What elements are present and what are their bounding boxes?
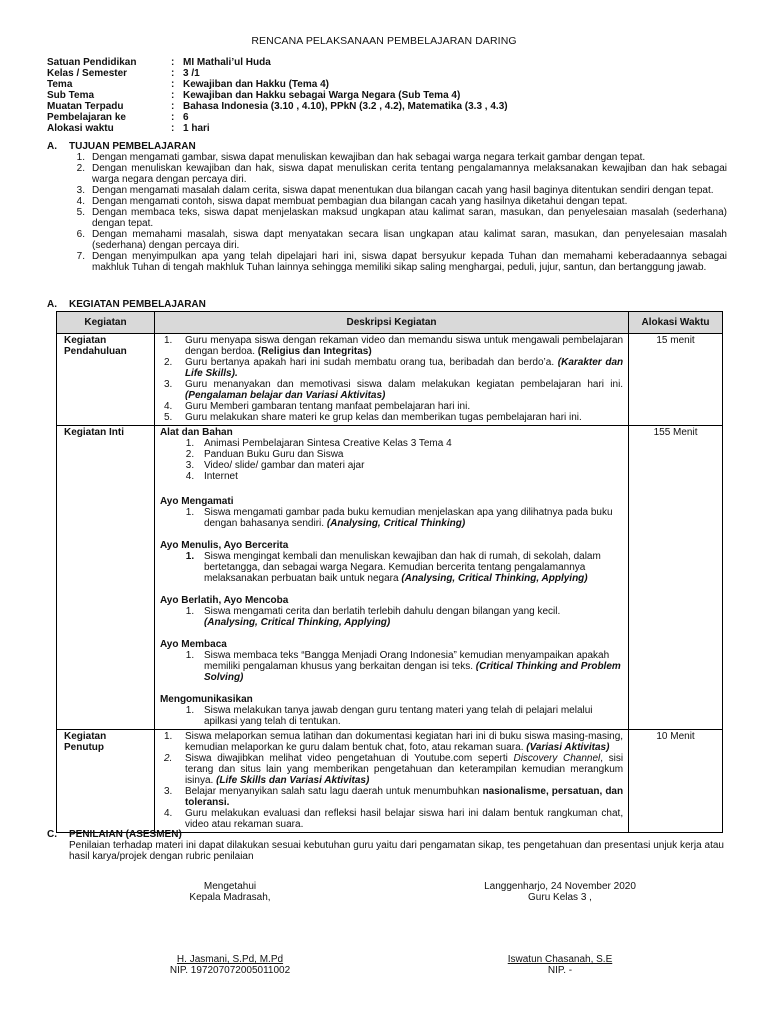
list-item xyxy=(47,152,727,163)
signature-date: Langgenharjo, 24 November 2020 xyxy=(484,881,636,892)
item-text: Panduan Buku Guru dan Siswa xyxy=(203,449,344,460)
item-number: 4. xyxy=(163,808,173,819)
item-text: Guru menanyakan dan memotivasi siswa dalam melakukan kegiatan pembelajaran hari ini. xyxy=(184,379,624,390)
signature-right-name xyxy=(470,954,650,976)
header-deskripsi: Deskripsi Kegiatan xyxy=(154,312,628,334)
list-item xyxy=(160,731,623,753)
identity-row xyxy=(47,79,508,90)
list-item xyxy=(47,229,727,251)
subsection-title: Ayo Berlatih, Ayo Mencoba xyxy=(159,595,289,606)
item-text: Dengan memahami masalah, siswa dapt menyatakan secara lisan ungkapan atau kalimat saran, masukan, dan penyelesaian masalah (sederhana) dengan percaya diri. xyxy=(92,229,727,251)
item-text: Animasi Pembelajaran Sintesa Creative Kelas 3 Tema 4 xyxy=(203,438,452,449)
item-text: Siswa melakukan tanya jawab dengan guru tentang materi yang telah di pelajari melalui apilkasi yang telah di tentukan. xyxy=(203,705,593,727)
item-text: Siswa membaca teks “Bangga Menjadi Orang Indonesia” kemudian menyampaikan apakah memiliki pengalaman khusus yang berkaitan dengan isi teks. xyxy=(203,650,610,672)
signer-name: H. Jasmani, S.Pd, M.Pd xyxy=(176,954,284,965)
item-text: Dengan menyimpulkan apa yang telah dipelajari hari ini, siswa dapat bersyukur kepada Tuhan dan memahami keberadaannya sebagai makhluk Tuhan di tengah makhluk Tuhan lainnya sehingga memiliki sikap saling menghargai, peduli, jujur, santun, dan bertanggung jawab. xyxy=(92,251,727,273)
signature-left xyxy=(150,881,310,903)
list-item xyxy=(160,753,623,786)
identity-colon: : xyxy=(171,101,175,112)
penilaian-text: Penilaian terhadap materi ini dapat dilakukan sesuai kebutuhan guru yaitu dari pengamatan sikap, tes pengetahuan dan presentasi unjuk kerja atau hasil karya/projek dengan rubric penilaian xyxy=(69,840,724,862)
signer-nip: NIP. - xyxy=(547,965,573,976)
item-text: Siswa mengamati gambar pada buku kemudian menjelaskan apa yang dilihatnya pada buku dengan bahasanya sendiri. xyxy=(203,507,613,529)
table-header-row xyxy=(57,312,723,334)
item-number: 7. xyxy=(76,251,85,262)
item-number: 2. xyxy=(185,449,195,460)
row-time: 15 menit xyxy=(629,334,723,426)
signature-left-name xyxy=(140,954,320,976)
item-number: 1. xyxy=(76,152,85,163)
section-heading-kegiatan xyxy=(47,299,206,310)
item-number: 3. xyxy=(163,379,173,390)
table-row xyxy=(57,730,723,833)
subsection-title: Ayo Membaca xyxy=(159,639,227,650)
item-text: Siswa melaporkan semua latihan dan dokumentasi kegiatan hari ini di buku siswa masing-masing, kemudian melaporkan ke guru dalam bentuk chat, foto, atau rekaman suara. xyxy=(184,731,624,753)
item-number: 5. xyxy=(163,412,173,423)
identity-row xyxy=(47,68,508,79)
item-number: 1. xyxy=(185,507,195,518)
item-number: 3. xyxy=(163,786,173,797)
list-item xyxy=(160,438,623,449)
section-title: PENILAIAN (ASESMEN) xyxy=(69,829,182,840)
row-label: Kegiatan Inti xyxy=(57,426,155,730)
item-number: 3. xyxy=(76,185,85,196)
signature-right xyxy=(470,881,650,903)
item-number: 2. xyxy=(163,357,173,368)
item-emphasis: (Karakter dan Life Skills). xyxy=(184,357,624,379)
item-text: Guru Memberi gambaran tentang manfaat pembelajaran hari ini. xyxy=(184,401,471,412)
item-text: Dengan menuliskan kewajiban dan hak, siswa dapat menuliskan cerita tentang pengalamannya melaksanakan kewajiban dan hak sebagai warga negara dengan percaya diri. xyxy=(92,163,727,185)
item-number: 1. xyxy=(163,335,173,346)
identity-colon: : xyxy=(171,79,175,90)
signer-name: Iswatun Chasanah, S.E xyxy=(507,954,613,965)
list-item xyxy=(47,251,727,273)
identity-colon: : xyxy=(171,57,175,68)
list-item xyxy=(160,449,623,460)
identity-colon: : xyxy=(171,68,175,79)
item-number: 4. xyxy=(163,401,173,412)
identity-value: 3 /1 xyxy=(183,68,200,79)
section-heading-tujuan xyxy=(47,141,196,152)
list-item xyxy=(160,335,623,357)
identity-label: Alokasi waktu xyxy=(47,123,114,134)
row-label: Kegiatan Pendahuluan xyxy=(57,334,155,426)
list-item xyxy=(160,460,623,471)
list-item xyxy=(160,786,623,808)
list-item xyxy=(47,196,727,207)
item-text: Belajar menyanyikan salah satu lagu daerah untuk menumbuhkan xyxy=(184,786,480,797)
activities-table xyxy=(56,311,723,833)
signature-role: Kepala Madrasah, xyxy=(189,892,271,903)
list-item xyxy=(160,808,623,830)
item-emphasis: (Analysing, Critical Thinking, Applying) xyxy=(401,573,588,584)
item-italic: Discovery Channel xyxy=(513,753,601,764)
list-item xyxy=(47,207,727,229)
identity-row xyxy=(47,123,508,134)
item-number: 1. xyxy=(185,606,195,617)
item-number: 3. xyxy=(185,460,195,471)
identity-value: Bahasa Indonesia (3.10 , 4.10), PPkN (3.2 , 4.2), Matematika (3.3 , 4.3) xyxy=(183,101,508,112)
item-number: 4. xyxy=(76,196,85,207)
item-text: Guru bertanya apakah hari ini sudah membatu orang tua, beribadah dan berdo’a. xyxy=(184,357,555,368)
item-number: 5. xyxy=(76,207,85,218)
identity-value: 6 xyxy=(183,112,189,123)
list-item xyxy=(160,357,623,379)
table-row xyxy=(57,334,723,426)
item-number: 4. xyxy=(185,471,195,482)
signer-nip: NIP. 197207072005011002 xyxy=(169,965,291,976)
item-number: 6. xyxy=(76,229,85,240)
item-text: Dengan mengamati gambar, siswa dapat menuliskan kewajiban dan hak sebagai warga negara terkait gambar dengan tepat. xyxy=(92,152,646,163)
list-item xyxy=(160,551,623,584)
subsection-title: Mengomunikasikan xyxy=(159,694,253,705)
list-item xyxy=(160,401,623,412)
subsection-title: Ayo Mengamati xyxy=(159,496,234,507)
item-text: Dengan membaca teks, siswa dapat menjelaskan maksud ungkapan atau kalimat saran, masukan, dan penyelesaian masalah (sederhana) dengan tepat. xyxy=(92,207,727,229)
item-emphasis: (Religius dan Integritas) xyxy=(257,346,372,357)
identity-row xyxy=(47,57,508,68)
table-row xyxy=(57,426,723,730)
list-item xyxy=(160,471,623,482)
identity-label: Satuan Pendidikan xyxy=(47,57,137,68)
section-letter: A. xyxy=(47,299,57,310)
identity-label: Pembelajaran ke xyxy=(47,112,126,123)
row-label: Kegiatan Penutup xyxy=(57,730,155,833)
item-emphasis: (Variasi Aktivitas) xyxy=(526,742,610,753)
header-alokasi: Alokasi Waktu xyxy=(629,312,723,334)
item-number: 1. xyxy=(185,438,195,449)
section-title: KEGIATAN PEMBELAJARAN xyxy=(69,299,206,310)
list-item xyxy=(160,705,623,727)
document-title: RENCANA PELAKSANAAN PEMBELAJARAN DARING xyxy=(251,35,517,47)
list-item xyxy=(160,507,623,529)
row-description xyxy=(154,730,628,833)
subsection-title: Alat dan Bahan xyxy=(159,427,233,438)
identity-value: Kewajiban dan Hakku sebagai Warga Negara (Sub Tema 4) xyxy=(183,90,461,101)
identity-label: Tema xyxy=(47,79,73,90)
item-text: Guru melakukan evaluasi dan refleksi hasil belajar siswa hari ini dalam bentuk rangkuman chat, video atau rekaman suara. xyxy=(184,808,624,830)
row-description xyxy=(154,334,628,426)
identity-colon: : xyxy=(171,90,175,101)
item-number: 1. xyxy=(163,731,173,742)
identity-row xyxy=(47,90,508,101)
section-letter: C. xyxy=(47,829,57,840)
item-text: Video/ slide/ gambar dan materi ajar xyxy=(203,460,365,471)
item-text: Siswa diwajibkan melihat video pengetahuan di Youtube.com seperti xyxy=(184,753,508,764)
list-item xyxy=(160,379,623,401)
item-number: 2. xyxy=(76,163,85,174)
identity-block xyxy=(47,57,508,134)
list-item xyxy=(160,412,623,423)
identity-row xyxy=(47,112,508,123)
item-text: Siswa mengingat kembali dan menuliskan kewajiban dan hak di rumah, di sekolah, dalam bertetangga, dan sebagai warga Negara. Kemudian bercerita tentang pengalamannya melaksanakan perbuatan baik untuk negara xyxy=(203,551,601,584)
item-text: Guru melakukan share materi ke grup kelas dan memberikan tugas pembelajaran hari ini. xyxy=(184,412,582,423)
identity-label: Muatan Terpadu xyxy=(47,101,124,112)
item-emphasis: (Analysing, Critical Thinking, Applying) xyxy=(203,617,391,628)
row-time: 155 Menit xyxy=(629,426,723,730)
identity-value: MI Mathali’ul Huda xyxy=(183,57,271,68)
item-number: 1. xyxy=(185,705,195,716)
item-number: 2. xyxy=(163,753,173,764)
item-text: Dengan mengamati masalah dalam cerita, siswa dapat menentukan dua bilangan cacah yang hasil baginya ditentukan sendiri dengan tepat. xyxy=(92,185,714,196)
objectives-list xyxy=(47,152,727,273)
identity-row xyxy=(47,101,508,112)
item-text: Siswa mengamati cerita dan berlatih terlebih dahulu dengan bilangan yang kecil. xyxy=(203,606,561,617)
item-text: Internet xyxy=(203,471,238,482)
list-item xyxy=(47,163,727,185)
header-kegiatan: Kegiatan xyxy=(57,312,155,334)
item-emphasis: (Life Skills dan Variasi Aktivitas) xyxy=(216,775,370,786)
section-letter: A. xyxy=(47,141,57,152)
item-number: 1. xyxy=(185,650,195,661)
row-time: 10 Menit xyxy=(629,730,723,833)
item-emphasis: (Analysing, Critical Thinking) xyxy=(326,518,466,529)
signature-role: Guru Kelas 3 , xyxy=(528,892,592,903)
list-item xyxy=(160,650,623,683)
section-heading-penilaian xyxy=(47,829,182,840)
item-emphasis: nasionalisme, persatuan, dan toleransi. xyxy=(184,786,624,808)
identity-value: Kewajiban dan Hakku (Tema 4) xyxy=(183,79,329,90)
list-item xyxy=(160,606,623,628)
row-description xyxy=(154,426,628,730)
item-emphasis: (Pengalaman belajar dan Variasi Aktivitas) xyxy=(184,390,386,401)
item-number: 1. xyxy=(185,551,195,562)
identity-value: 1 hari xyxy=(183,123,210,134)
signature-line: Mengetahui xyxy=(203,881,257,892)
section-title: TUJUAN PEMBELAJARAN xyxy=(69,141,196,152)
item-emphasis: (Critical Thinking and Problem Solving) xyxy=(203,661,621,683)
item-text: Guru menyapa siswa dengan rekaman video dan memandu siswa untuk mengawali pembelajaran dengan berdoa. xyxy=(184,335,624,357)
identity-label: Sub Tema xyxy=(47,90,95,101)
item-text: , sisi terang dan situs lain yang memberikan pengetahuan dan keterampilan kemudian merangkum isinya. xyxy=(184,753,624,786)
subsection-title: Ayo Menulis, Ayo Bercerita xyxy=(159,540,289,551)
list-item xyxy=(47,185,727,196)
identity-colon: : xyxy=(171,112,175,123)
identity-colon: : xyxy=(171,123,175,134)
item-text: Dengan mengamati contoh, siswa dapat membuat pembagian dua bilangan cacah yang hasilnya diketahui dengan tepat. xyxy=(92,196,628,207)
identity-label: Kelas / Semester xyxy=(47,68,128,79)
